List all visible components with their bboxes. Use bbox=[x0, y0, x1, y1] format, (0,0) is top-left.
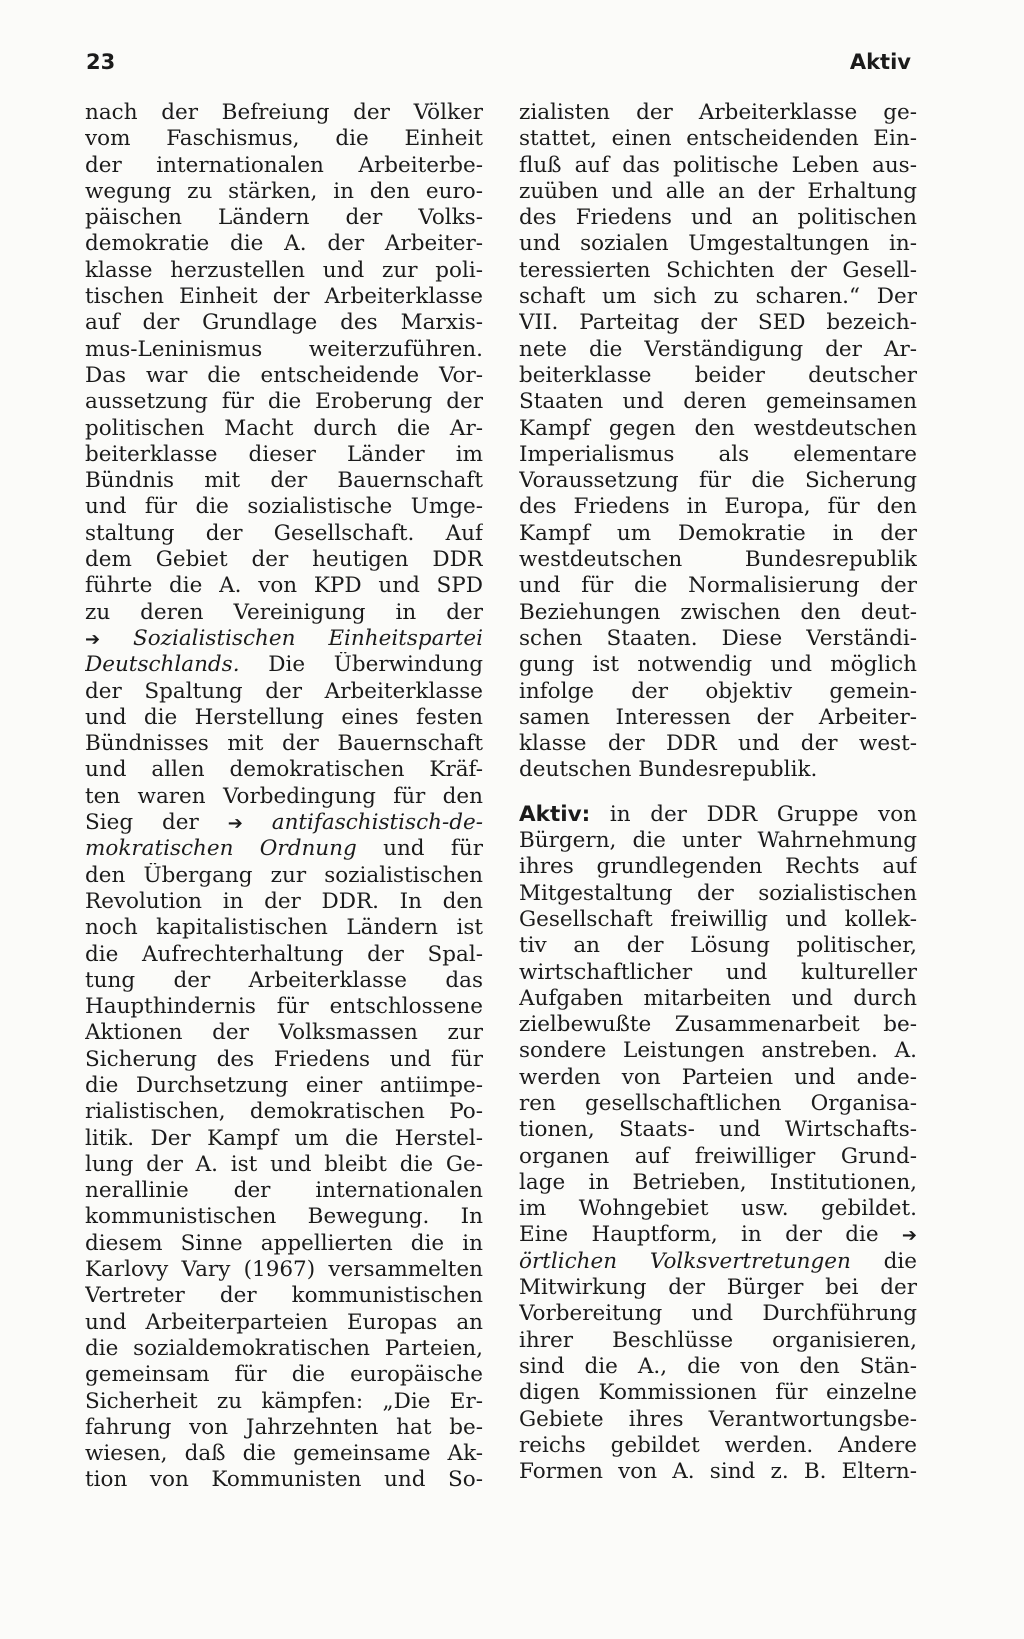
right-column bbox=[519, 100, 917, 1485]
text-line: zialisten der Arbeiterklasse ge- bbox=[519, 100, 917, 125]
text-line: ihrer Beschlüsse organisieren, bbox=[519, 1327, 917, 1353]
text-line: die Durchsetzung einer antiimpe- bbox=[85, 1072, 483, 1098]
text-line: führte die A. von KPD und SPD bbox=[85, 573, 483, 599]
text-line: ten waren Vorbedingung für den bbox=[85, 783, 483, 809]
paragraph-gap bbox=[519, 784, 917, 802]
text-line: den Übergang zur sozialistischen bbox=[85, 862, 483, 888]
text-line: Sicherheit zu kämpfen: „Die Er- bbox=[85, 1388, 483, 1414]
text-line: nerallinie der internationalen bbox=[85, 1178, 483, 1204]
text-line: schaft um sich zu scharen.“ Der bbox=[519, 284, 917, 310]
text-fragment: die bbox=[850, 1248, 917, 1274]
text-line: Haupthindernis für entschlossene bbox=[85, 994, 483, 1020]
text-line: zielbewußte Zusammenarbeit be- bbox=[519, 1012, 917, 1038]
text-line: ren gesellschaftlichen Organisa- bbox=[519, 1090, 917, 1116]
text-line: die sozialdemokratischen Parteien, bbox=[85, 1335, 483, 1361]
cross-reference-term: örtlichen Volksvertretungen bbox=[519, 1248, 851, 1274]
text-line: Gebiete ihres Verantwortungsbe- bbox=[519, 1406, 917, 1432]
text-line: des Friedens und an politischen bbox=[519, 205, 917, 231]
text-line bbox=[519, 1249, 917, 1275]
text-line: Karlovy Vary (1967) versammelten bbox=[85, 1257, 483, 1283]
text-line: wirtschaftlicher und kultureller bbox=[519, 959, 917, 985]
text-line: gung ist notwendig und möglich bbox=[519, 652, 917, 678]
text-line: staltung der Gesellschaft. Auf bbox=[85, 520, 483, 546]
text-line: Sicherung des Friedens und für bbox=[85, 1046, 483, 1072]
text-line: Bürgern, die unter Wahrnehmung bbox=[519, 828, 917, 854]
text-fragment: und für bbox=[356, 836, 483, 862]
text-line: tung der Arbeiterklasse das bbox=[85, 967, 483, 993]
text-line: deutschen Bundesrepublik. bbox=[519, 757, 818, 783]
cross-reference-term: Deutschlands. bbox=[85, 652, 240, 678]
text-line: wegung zu stärken, in den euro- bbox=[85, 178, 483, 204]
text-line: Formen von A. sind z. B. Eltern- bbox=[519, 1459, 917, 1485]
text-line: Beziehungen zwischen den deut- bbox=[519, 599, 917, 625]
text-line: kommunistischen Bewegung. In bbox=[85, 1204, 483, 1230]
text-line bbox=[85, 836, 483, 862]
text-line: und für die Normalisierung der bbox=[519, 573, 917, 599]
text-line: tiv an der Lösung politischer, bbox=[519, 933, 917, 959]
left-column bbox=[85, 100, 483, 1494]
text-line: samen Interessen der Arbeiter- bbox=[519, 704, 917, 730]
text-line: fahrung von Jahrzehnten hat be- bbox=[85, 1414, 483, 1440]
text-line: der Spaltung der Arbeiterklasse bbox=[85, 678, 483, 704]
text-line: schen Staaten. Diese Verständi- bbox=[519, 625, 917, 651]
text-line: organen auf freiwilliger Grund- bbox=[519, 1143, 917, 1169]
text-fragment: Die Überwindung bbox=[239, 652, 483, 678]
text-line: nach der Befreiung der Völker bbox=[85, 100, 483, 125]
text-line: Aufgaben mitarbeiten und durch bbox=[519, 985, 917, 1011]
text-line: teressierten Schichten der Gesell- bbox=[519, 257, 917, 283]
text-line: Gesellschaft freiwillig und kollek- bbox=[519, 906, 917, 932]
text-fragment: in der DDR Gruppe von bbox=[590, 801, 917, 827]
text-line: westdeutschen Bundesrepublik bbox=[519, 547, 917, 573]
text-line: klasse der DDR und der west- bbox=[519, 731, 917, 757]
cross-reference-term: antifaschistisch-de- bbox=[271, 810, 483, 836]
text-line: stattet, einen entscheidenden Ein- bbox=[519, 126, 917, 152]
text-line: Staaten und deren gemeinsamen bbox=[519, 389, 917, 415]
text-line: sondere Leistungen anstreben. A. bbox=[519, 1038, 917, 1064]
text-line: diesem Sinne appellierten die in bbox=[85, 1230, 483, 1256]
text-line: werden von Parteien und ande- bbox=[519, 1064, 917, 1090]
text-line: reichs gebildet werden. Andere bbox=[519, 1432, 917, 1458]
text-line: rialistischen, demokratischen Po- bbox=[85, 1099, 483, 1125]
text-line: Das war die entscheidende Vor- bbox=[85, 362, 483, 388]
text-line: demokratie die A. der Arbeiter- bbox=[85, 231, 483, 257]
text-line: des Friedens in Europa, für den bbox=[519, 494, 917, 520]
text-line: litik. Der Kampf um die Herstel- bbox=[85, 1125, 483, 1151]
text-fragment: Eine Hauptform, in der die bbox=[519, 1222, 879, 1248]
text-line bbox=[85, 626, 483, 652]
text-line: aussetzung für die Eroberung der bbox=[85, 389, 483, 415]
text-line: im Wohngebiet usw. gebildet. bbox=[519, 1196, 917, 1222]
text-line: mus-Leninismus weiterzuführen. bbox=[85, 336, 483, 362]
text-line: nete die Verständigung der Ar- bbox=[519, 336, 917, 362]
text-line: noch kapitalistischen Ländern ist bbox=[85, 915, 483, 941]
text-line: Kampf um Demokratie in der bbox=[519, 520, 917, 546]
text-line: und allen demokratischen Kräf- bbox=[85, 757, 483, 783]
text-line: lung der A. ist und bleibt die Ge- bbox=[85, 1151, 483, 1177]
text-line bbox=[519, 802, 917, 828]
text-line: Aktionen der Volksmassen zur bbox=[85, 1020, 483, 1046]
entry-lemma: Aktiv: bbox=[519, 801, 591, 827]
cross-reference-arrow-icon: ➔ bbox=[227, 813, 243, 835]
text-line: politischen Macht durch die Ar- bbox=[85, 415, 483, 441]
page-number: 23 bbox=[86, 50, 116, 74]
text-line: zuüben und alle an der Erhaltung bbox=[519, 178, 917, 204]
text-line: beiterklasse dieser Länder im bbox=[85, 441, 483, 467]
text-line: der internationalen Arbeiterbe- bbox=[85, 152, 483, 178]
text-line: ihres grundlegenden Rechts auf bbox=[519, 854, 917, 880]
text-line: zu deren Vereinigung in der bbox=[85, 599, 483, 625]
text-line: Bündnisses mit der Bauernschaft bbox=[85, 731, 483, 757]
text-line: VII. Parteitag der SED bezeich- bbox=[519, 310, 917, 336]
text-line: lage in Betrieben, Institutionen, bbox=[519, 1169, 917, 1195]
cross-reference-term: Sozialistischen Einheitspartei bbox=[132, 625, 483, 651]
text-line bbox=[85, 652, 483, 678]
text-line: päischen Ländern der Volks- bbox=[85, 205, 483, 231]
text-line: Mitgestaltung der sozialistischen bbox=[519, 880, 917, 906]
text-line: tionen, Staats- und Wirtschafts- bbox=[519, 1117, 917, 1143]
text-line: gemeinsam für die europäische bbox=[85, 1362, 483, 1388]
text-line bbox=[519, 1222, 917, 1248]
text-line: digen Kommissionen für einzelne bbox=[519, 1380, 917, 1406]
text-fragment: Sieg der bbox=[85, 810, 199, 836]
text-line: Bündnis mit der Bauernschaft bbox=[85, 468, 483, 494]
running-head: Aktiv bbox=[849, 50, 911, 74]
text-line: und für die sozialistische Umge- bbox=[85, 494, 483, 520]
cross-reference-term: mokratischen Ordnung bbox=[85, 836, 357, 862]
text-line: auf der Grundlage des Marxis- bbox=[85, 310, 483, 336]
text-line: sind die A., die von den Stän- bbox=[519, 1353, 917, 1379]
text-line: tion von Kommunisten und So- bbox=[85, 1467, 483, 1493]
text-line bbox=[85, 810, 483, 836]
text-line: tischen Einheit der Arbeiterklasse bbox=[85, 284, 483, 310]
text-line: Revolution in der DDR. In den bbox=[85, 888, 483, 914]
text-line: die Aufrechterhaltung der Spal- bbox=[85, 941, 483, 967]
text-line: Vorbereitung und Durchführung bbox=[519, 1301, 917, 1327]
text-line: fluß auf das politische Leben aus- bbox=[519, 152, 917, 178]
text-line: beiterklasse beider deutscher bbox=[519, 362, 917, 388]
text-line: klasse herzustellen und zur poli- bbox=[85, 257, 483, 283]
text-line: Vertreter der kommunistischen bbox=[85, 1283, 483, 1309]
text-line: und Arbeiterparteien Europas an bbox=[85, 1309, 483, 1335]
text-line: Imperialismus als elementare bbox=[519, 441, 917, 467]
cross-reference-arrow-icon: ➔ bbox=[901, 1225, 917, 1247]
text-line: dem Gebiet der heutigen DDR bbox=[85, 547, 483, 573]
text-line: Mitwirkung der Bürger bei der bbox=[519, 1275, 917, 1301]
text-line: Kampf gegen den westdeutschen bbox=[519, 415, 917, 441]
text-line: und die Herstellung eines festen bbox=[85, 704, 483, 730]
cross-reference-arrow-icon: ➔ bbox=[85, 628, 101, 650]
text-line: vom Faschismus, die Einheit bbox=[85, 126, 483, 152]
text-line: infolge der objektiv gemein- bbox=[519, 678, 917, 704]
text-line: wiesen, daß die gemeinsame Ak- bbox=[85, 1441, 483, 1467]
text-line: Voraussetzung für die Sicherung bbox=[519, 468, 917, 494]
text-line: und sozialen Umgestaltungen in- bbox=[519, 231, 917, 257]
